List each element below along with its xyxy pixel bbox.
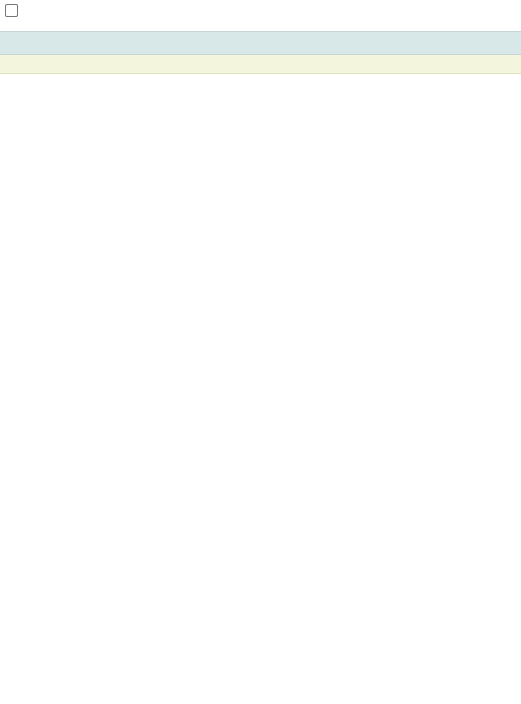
replace-option [0,0,521,26]
info-bar [0,31,521,55]
table-header [0,55,521,74]
replace-checkbox[interactable] [5,4,18,17]
